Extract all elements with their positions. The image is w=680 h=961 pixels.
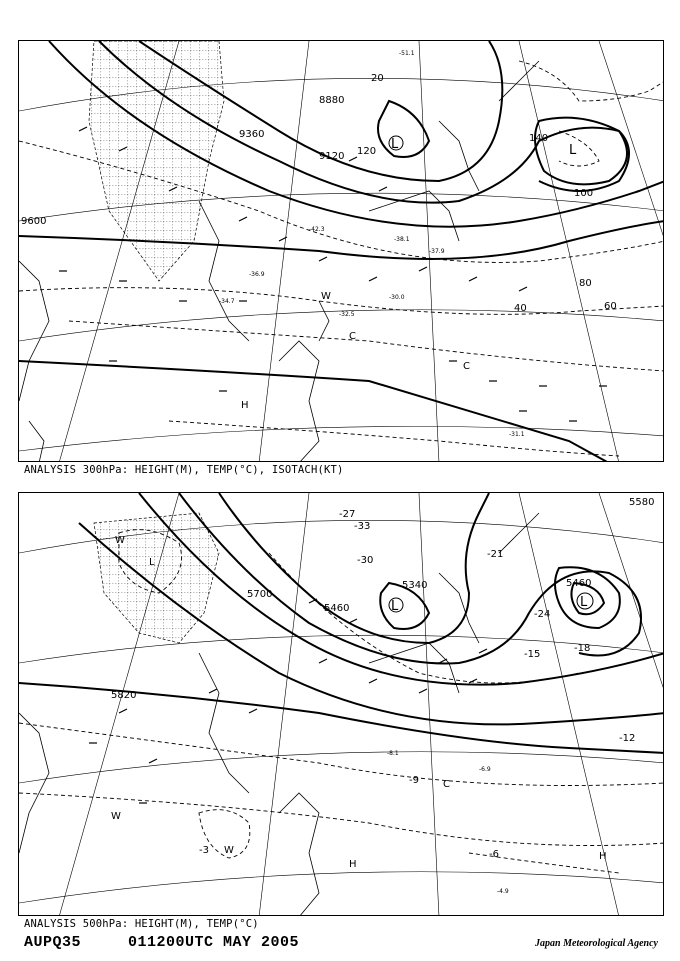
temp-label: -9: [409, 775, 419, 786]
temp-label: -33: [354, 521, 371, 532]
height-label: 9120: [319, 151, 345, 162]
warm-symbol: W: [321, 291, 331, 302]
low-pressure-symbol: L: [580, 595, 588, 610]
map-500hpa-svg: [19, 493, 664, 916]
height-label: 5580: [629, 497, 655, 508]
map-300hpa-svg: [19, 41, 664, 462]
temp-label: -8.1: [387, 750, 399, 757]
height-label: 5340: [402, 580, 428, 591]
temp-label: -15: [524, 649, 541, 660]
height-label: 5820: [111, 690, 137, 701]
warm-symbol: W: [115, 535, 125, 546]
low-pressure-symbol: L: [569, 143, 577, 158]
low-pressure-symbol: L: [391, 599, 399, 614]
height-label: 5700: [247, 589, 273, 600]
temp-label: -18: [574, 643, 591, 654]
temp-label: -3: [199, 845, 209, 856]
height-label: 8880: [319, 95, 345, 106]
analysis-500hpa-map: [18, 492, 664, 916]
height-label: 5460: [566, 578, 592, 589]
temp-label: -32.5: [339, 311, 355, 318]
temp-label: -36.9: [249, 271, 265, 278]
temp-label: -51.1: [399, 50, 415, 57]
temp-label: -30.0: [389, 294, 405, 301]
cold-symbol: C: [349, 331, 356, 342]
height-label: 9600: [21, 216, 47, 227]
isotach-label: 40: [514, 303, 527, 314]
valid-time: 011200UTC MAY 2005: [128, 934, 300, 951]
temp-label: -6.9: [479, 766, 491, 773]
isotach-label: 20: [371, 73, 384, 84]
warm-symbol: W: [111, 811, 121, 822]
temp-label: -27: [339, 509, 356, 520]
caption-300hpa: ANALYSIS 300hPa: HEIGHT(M), TEMP(°C), ISOTACH(KT): [24, 464, 344, 476]
isotach-label: 80: [579, 278, 592, 289]
temp-label: -31.1: [509, 431, 525, 438]
chart-id: AUPQ35: [24, 934, 82, 951]
height-label: 9360: [239, 129, 265, 140]
caption-500hpa: ANALYSIS 500hPa: HEIGHT(M), TEMP(°C): [24, 918, 259, 930]
temp-label: -34.7: [219, 298, 235, 305]
low-pressure-symbol: L: [149, 557, 155, 568]
temp-label: -6: [489, 849, 499, 860]
agency-name: Japan Meteorological Agency: [535, 938, 658, 949]
coastlines: [19, 513, 539, 916]
warm-symbol: W: [224, 845, 234, 856]
isotach-label: 140: [529, 133, 549, 144]
temp-label: -38.1: [394, 236, 410, 243]
temp-label: -37.9: [429, 248, 445, 255]
temp-label: -30: [357, 555, 374, 566]
cold-symbol: C: [463, 361, 470, 372]
high-pressure-symbol: H: [349, 859, 357, 870]
analysis-300hpa-map: [18, 40, 664, 462]
isotach-label: 120: [357, 146, 377, 157]
high-pressure-symbol: H: [241, 400, 249, 411]
low-pressure-symbol: L: [391, 137, 399, 152]
cold-symbol: C: [443, 779, 450, 790]
isotach-label: 60: [604, 301, 617, 312]
temp-label: -12: [619, 733, 636, 744]
temp-label: -4.9: [497, 888, 509, 895]
height-label: 5460: [324, 603, 350, 614]
temp-label: -42.3: [309, 226, 325, 233]
temp-label: -24: [534, 609, 551, 620]
temp-label: -21: [487, 549, 504, 560]
isotach-label: 100: [574, 188, 594, 199]
high-pressure-symbol: H: [599, 851, 607, 862]
